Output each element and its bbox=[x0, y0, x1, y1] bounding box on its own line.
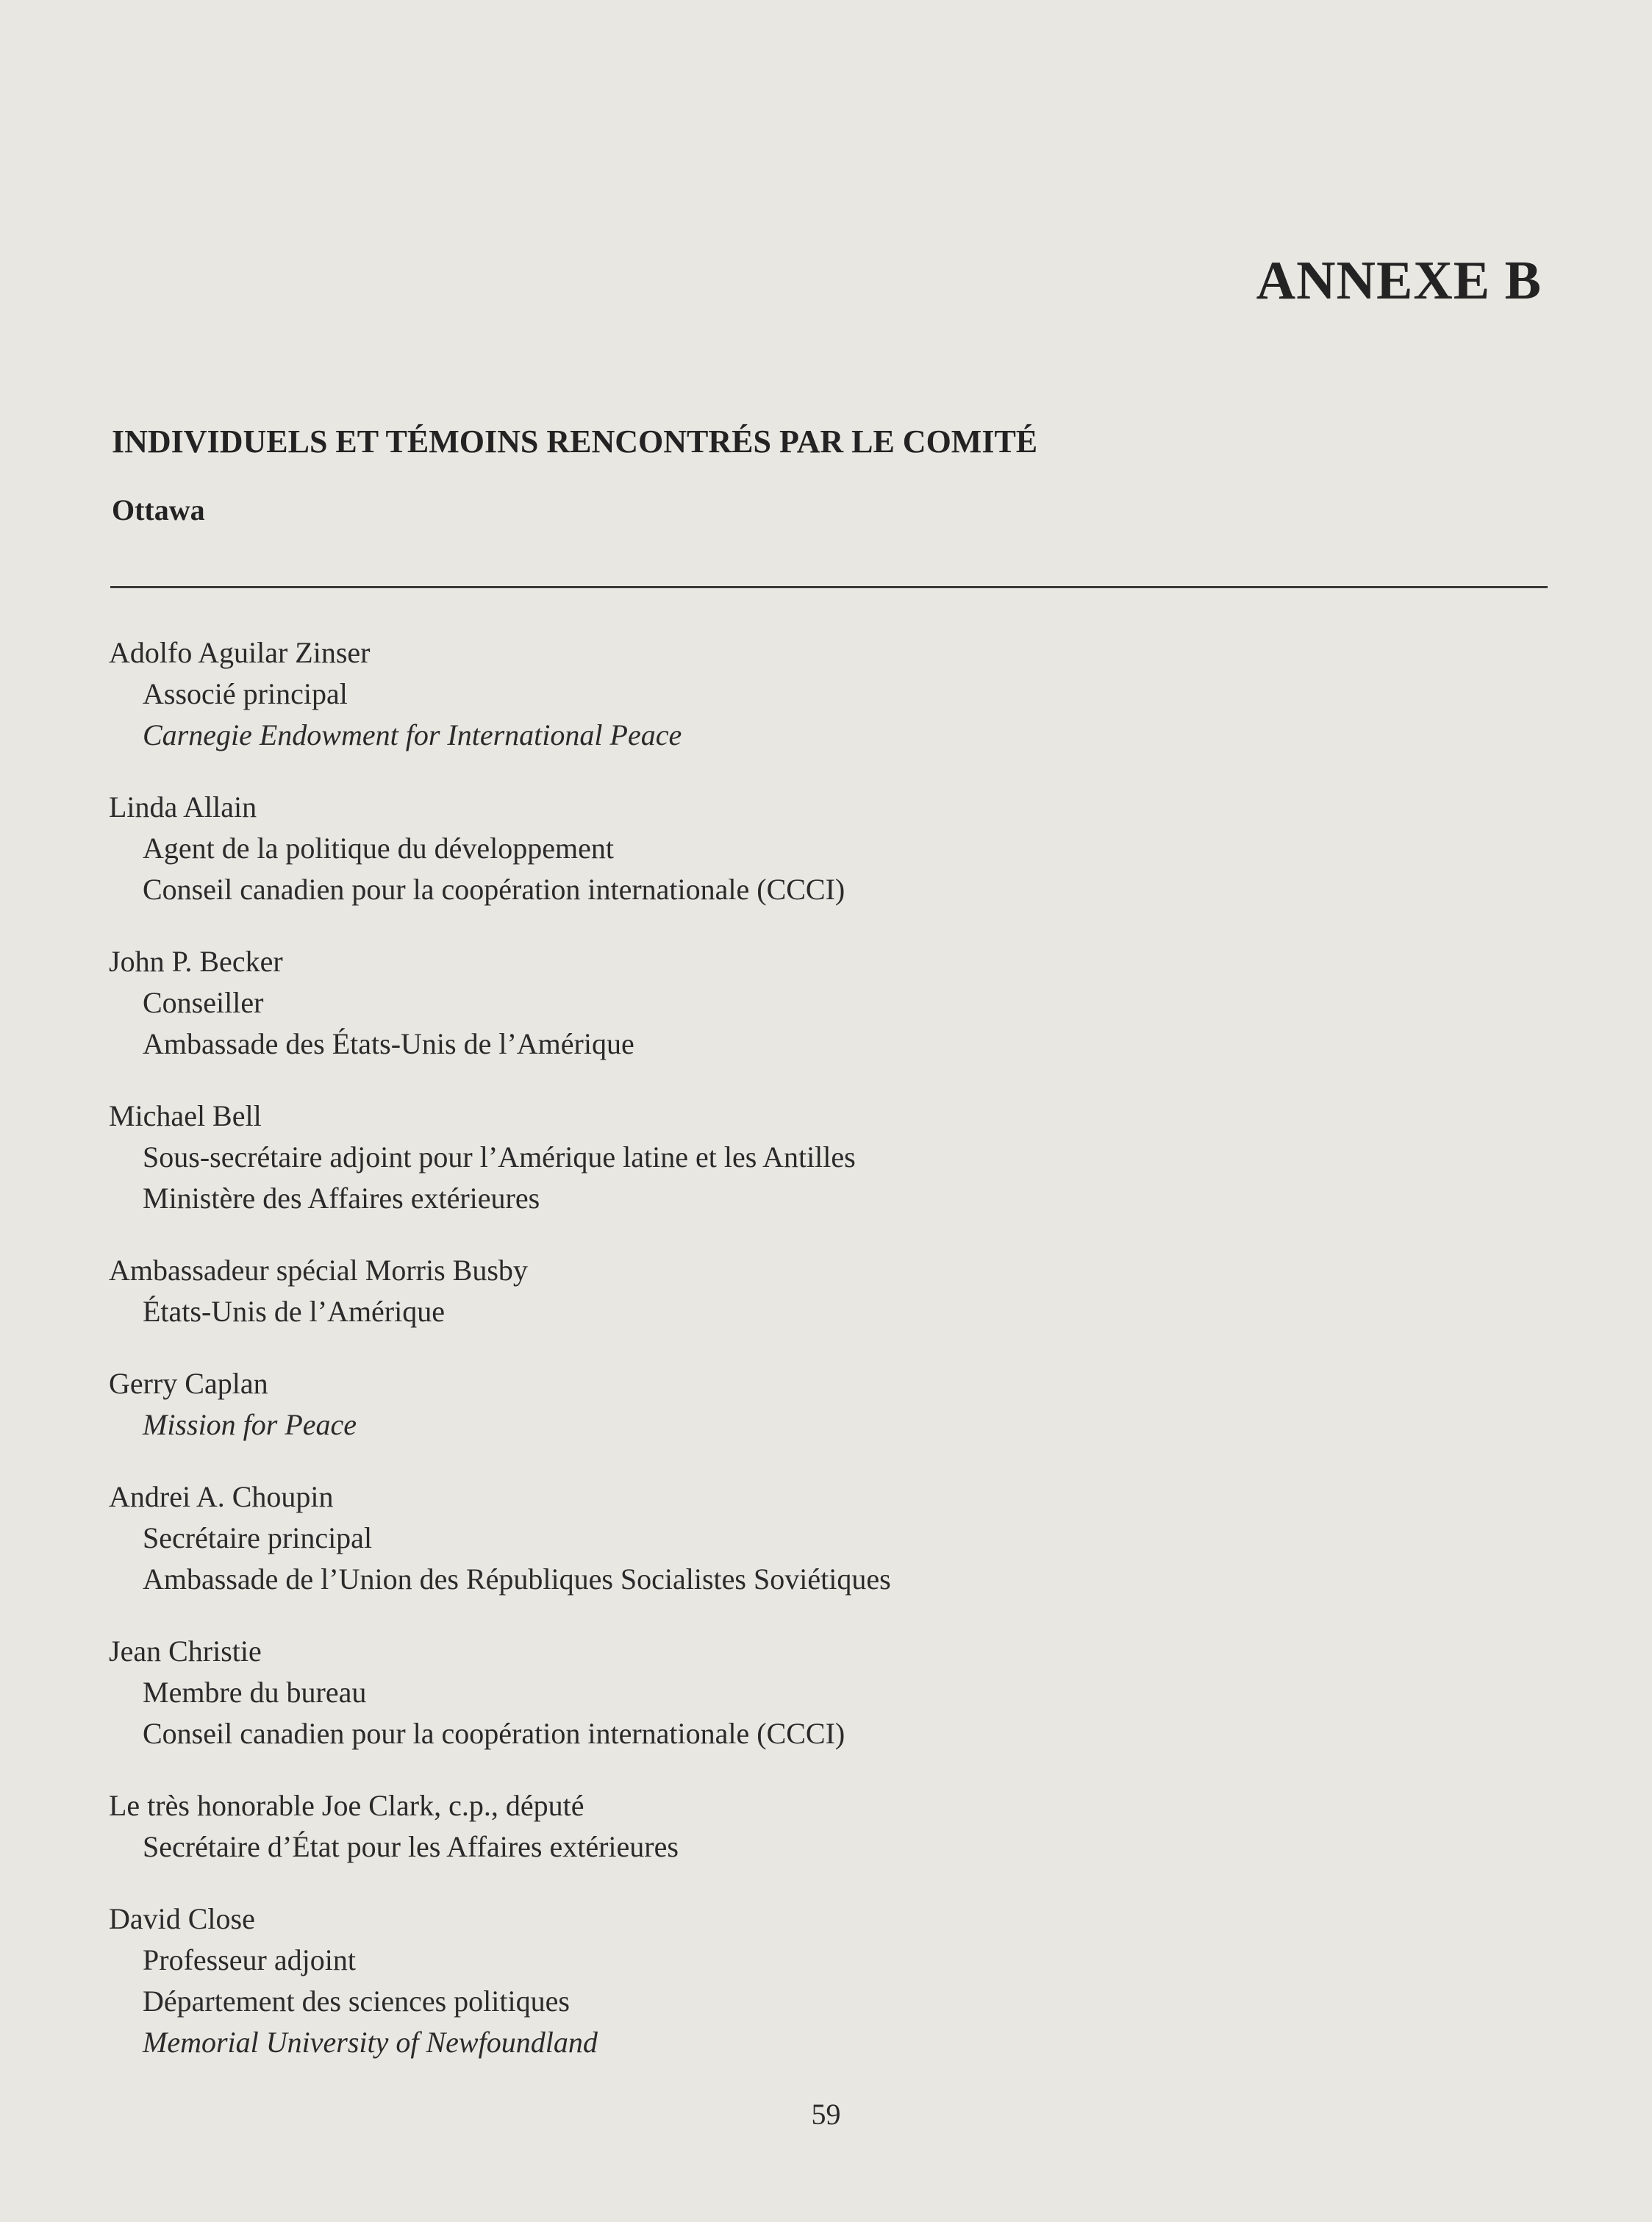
section-heading: INDIVIDUELS ET TÉMOINS RENCONTRÉS PAR LE COMITÉ bbox=[112, 424, 1038, 460]
witness-name: Jean Christie bbox=[109, 1635, 262, 1668]
horizontal-rule bbox=[110, 586, 1548, 588]
witness-detail-line: Sous-secrétaire adjoint pour l’Amérique latine et les Antilles bbox=[143, 1140, 856, 1173]
witness-name: Andrei A. Choupin bbox=[109, 1480, 334, 1513]
witness-name: Ambassadeur spécial Morris Busby bbox=[109, 1254, 528, 1287]
witness-entry bbox=[109, 1250, 1359, 1332]
witness-detail-line: Secrétaire d’État pour les Affaires extérieures bbox=[143, 1830, 679, 1863]
witness-entry bbox=[109, 1363, 1359, 1446]
witness-name: Linda Allain bbox=[109, 790, 257, 824]
witness-entry bbox=[109, 1631, 1359, 1754]
witness-name: Michael Bell bbox=[109, 1099, 262, 1132]
witness-detail-line: Memorial University of Newfoundland bbox=[143, 2026, 598, 2059]
witness-name: Gerry Caplan bbox=[109, 1367, 268, 1400]
witness-entry bbox=[109, 941, 1359, 1065]
witness-detail-line: Conseiller bbox=[143, 986, 264, 1019]
witness-detail-line: Conseil canadien pour la coopération internationale (CCCI) bbox=[143, 1717, 845, 1750]
witness-entry bbox=[109, 1096, 1359, 1219]
witness-name: Le très honorable Joe Clark, c.p., député bbox=[109, 1789, 584, 1822]
witness-entry bbox=[109, 1898, 1359, 2063]
witness-detail-line: États-Unis de l’Amérique bbox=[143, 1295, 445, 1328]
witness-detail-line: Ministère des Affaires extérieures bbox=[143, 1182, 540, 1215]
witness-detail-line: Ambassade des États-Unis de l’Amérique bbox=[143, 1027, 634, 1060]
city-subheading: Ottawa bbox=[112, 493, 205, 526]
witness-detail-line: Professeur adjoint bbox=[143, 1943, 356, 1976]
witness-detail-line: Ambassade de l’Union des Républiques Socialistes Soviétiques bbox=[143, 1562, 891, 1596]
witness-name: David Close bbox=[109, 1902, 255, 1935]
witness-list bbox=[109, 632, 1359, 2094]
witness-entry bbox=[109, 787, 1359, 910]
witness-detail-line: Agent de la politique du développement bbox=[143, 832, 614, 865]
witness-name: Adolfo Aguilar Zinser bbox=[109, 636, 371, 669]
witness-detail-line: Secrétaire principal bbox=[143, 1521, 373, 1554]
annex-label: ANNEXE B bbox=[1256, 251, 1542, 311]
page-number: 59 bbox=[811, 2098, 841, 2131]
witness-detail-line: Membre du bureau bbox=[143, 1676, 367, 1709]
witness-entry bbox=[109, 632, 1359, 756]
witness-detail-line: Carnegie Endowment for International Peace bbox=[143, 718, 682, 751]
witness-entry bbox=[109, 1476, 1359, 1600]
witness-detail-line: Département des sciences politiques bbox=[143, 1985, 570, 2018]
witness-detail-line: Associé principal bbox=[143, 677, 348, 710]
witness-entry bbox=[109, 1785, 1359, 1868]
witness-detail-line: Mission for Peace bbox=[143, 1408, 357, 1441]
witness-name: John P. Becker bbox=[109, 945, 283, 978]
witness-detail-line: Conseil canadien pour la coopération internationale (CCCI) bbox=[143, 873, 845, 906]
